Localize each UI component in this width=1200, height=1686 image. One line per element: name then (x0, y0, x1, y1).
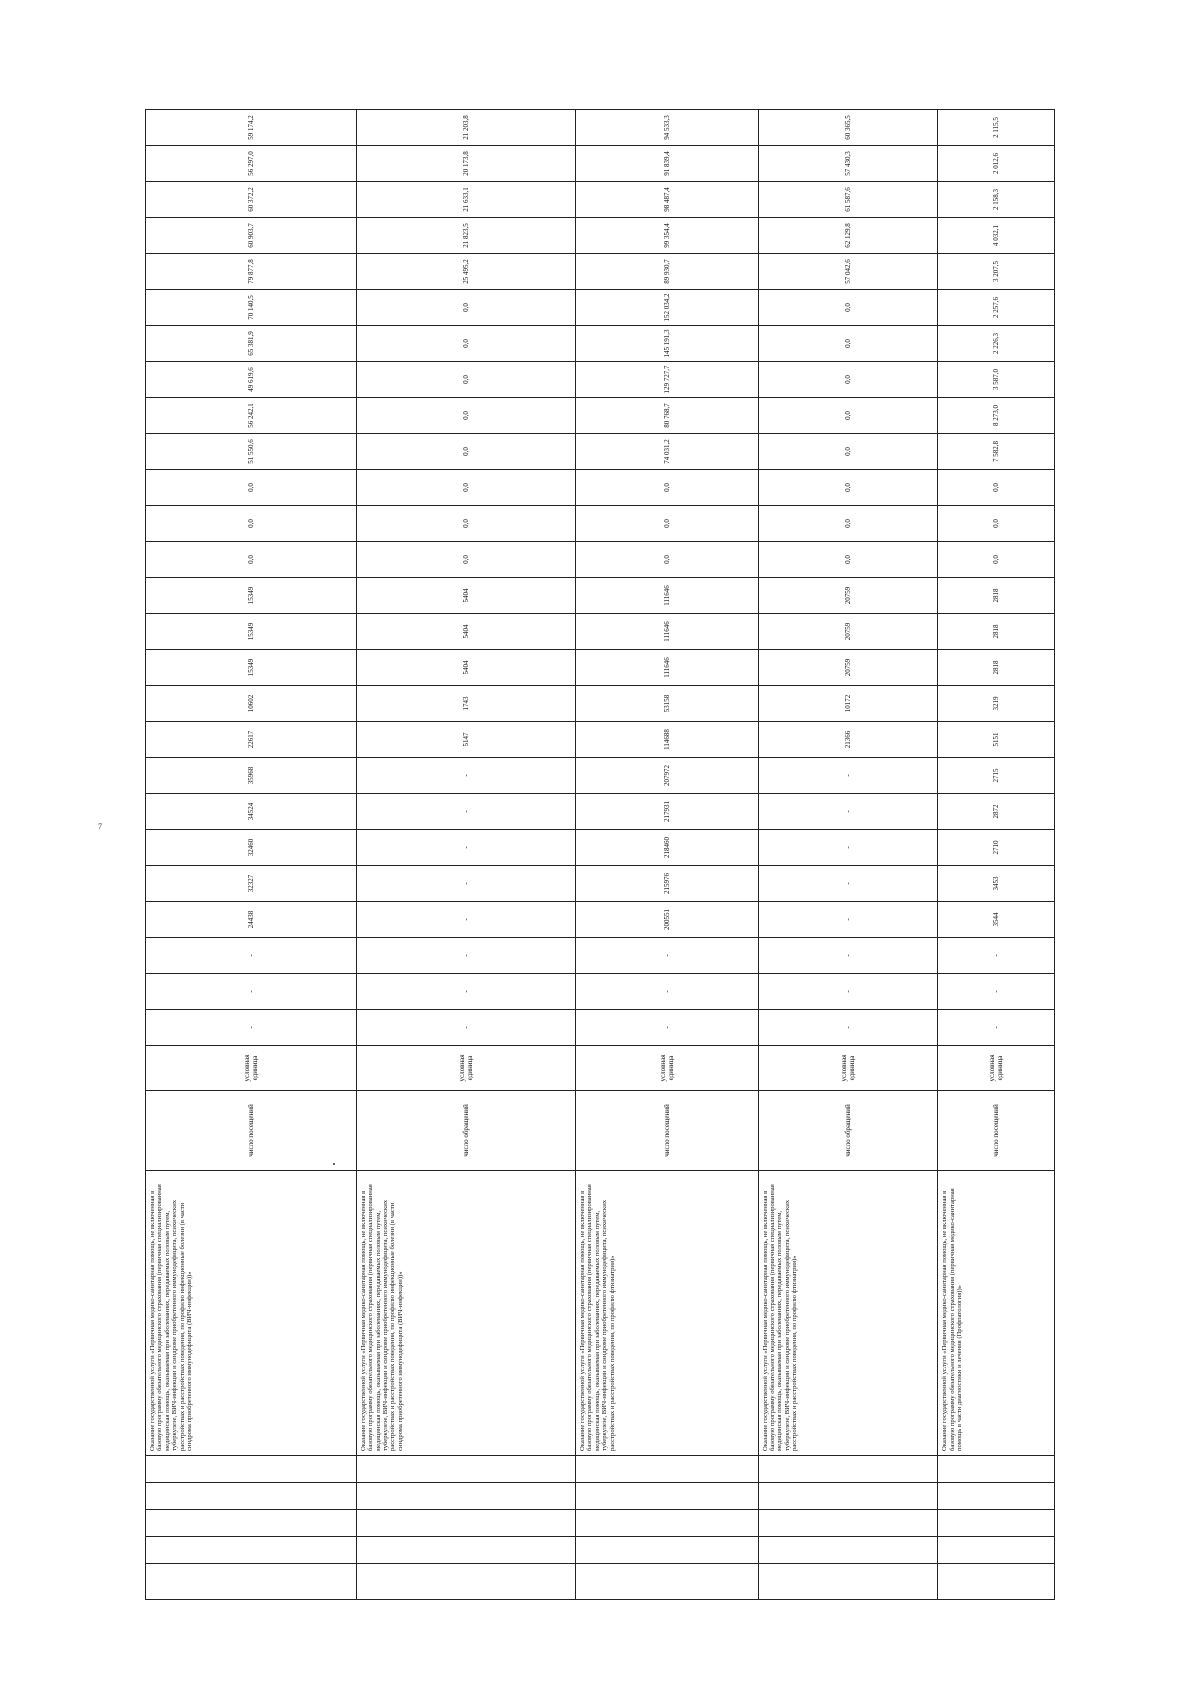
data-table (145, 109, 1055, 1600)
value-cell: - (356, 974, 575, 1010)
value-cell: 15349 (146, 578, 357, 614)
table-row (938, 110, 1055, 1600)
value-cell: 5404 (356, 578, 575, 614)
value-cell: 0,0 (938, 506, 1055, 542)
value-cell: 22617 (146, 722, 357, 758)
blank-cell (146, 1537, 357, 1564)
value-cell: - (146, 1010, 357, 1046)
value-cell: 5151 (938, 722, 1055, 758)
table-row (758, 110, 938, 1600)
unit-cell: условная единица (575, 1046, 758, 1091)
value-cell: 0,0 (575, 542, 758, 578)
value-cell: - (758, 938, 938, 974)
value-cell: - (938, 1010, 1055, 1046)
value-cell: - (575, 1010, 758, 1046)
value-cell: 49 619,6 (146, 362, 357, 398)
value-cell: 56 297,0 (146, 146, 357, 182)
value-cell: - (356, 758, 575, 794)
value-cell: - (758, 758, 938, 794)
blank-cell (938, 1510, 1055, 1537)
value-cell: 20759 (758, 614, 938, 650)
value-cell: 20759 (758, 650, 938, 686)
value-cell: 0,0 (758, 326, 938, 362)
value-cell: 79 877,8 (146, 254, 357, 290)
blank-cell (938, 1483, 1055, 1510)
value-cell: 0,0 (146, 470, 357, 506)
unit-cell: условная единица (758, 1046, 938, 1091)
value-cell: - (575, 974, 758, 1010)
value-cell: - (758, 902, 938, 938)
value-cell: - (146, 974, 357, 1010)
indicator-cell: число посещений (938, 1091, 1055, 1171)
value-cell: 0,0 (356, 398, 575, 434)
blank-cell (575, 1510, 758, 1537)
value-cell: 25 495,2 (356, 254, 575, 290)
value-cell: 4 032,1 (938, 218, 1055, 254)
value-cell: 218460 (575, 830, 758, 866)
value-cell: - (356, 830, 575, 866)
value-cell: 0,0 (575, 470, 758, 506)
table-body (146, 110, 1055, 1600)
service-description-cell: Оказание государственной услуги «Первичная медико-санитарная помощь, не включенная в базовую программу обязательного медицинского страхования (первичная медико-санитарная помощь в части диагностики и лечения (Профпатология))» (938, 1171, 1055, 1456)
blank-cell (938, 1456, 1055, 1483)
value-cell: 2 257,6 (938, 290, 1055, 326)
value-cell: 2818 (938, 578, 1055, 614)
value-cell: 57 042,6 (758, 254, 938, 290)
indicator-cell: число посещений (146, 1091, 357, 1171)
value-cell: 0,0 (758, 506, 938, 542)
value-cell: 152 034,2 (575, 290, 758, 326)
value-cell: 2710 (938, 830, 1055, 866)
value-cell: 91 839,4 (575, 146, 758, 182)
value-cell: 3544 (938, 902, 1055, 938)
value-cell: - (938, 938, 1055, 974)
value-cell: 0,0 (356, 506, 575, 542)
value-cell: 0,0 (758, 362, 938, 398)
value-cell: 0,0 (938, 470, 1055, 506)
value-cell: 32460 (146, 830, 357, 866)
blank-cell (758, 1510, 938, 1537)
value-cell: 59 174,2 (146, 110, 357, 146)
value-cell: 20759 (758, 578, 938, 614)
value-cell: 0,0 (356, 326, 575, 362)
value-cell: 217931 (575, 794, 758, 830)
indicator-cell: число посещений (575, 1091, 758, 1171)
value-cell: 32327 (146, 866, 357, 902)
value-cell: - (938, 974, 1055, 1010)
blank-cell (356, 1456, 575, 1483)
value-cell: 145 191,3 (575, 326, 758, 362)
value-cell: 80 768,7 (575, 398, 758, 434)
value-cell: 0,0 (146, 542, 357, 578)
value-cell: 129 727,7 (575, 362, 758, 398)
rotated-table-container (145, 115, 1055, 1600)
value-cell: 2 012,6 (938, 146, 1055, 182)
value-cell: - (758, 794, 938, 830)
value-cell: 5404 (356, 650, 575, 686)
value-cell: 1743 (356, 686, 575, 722)
value-cell: 94 533,3 (575, 110, 758, 146)
table-row (575, 110, 758, 1600)
value-cell: 24438 (146, 902, 357, 938)
value-cell: 114688 (575, 722, 758, 758)
value-cell: 3453 (938, 866, 1055, 902)
blank-cell (146, 1456, 357, 1483)
value-cell: - (758, 1010, 938, 1046)
value-cell: 61 587,6 (758, 182, 938, 218)
value-cell: 5404 (356, 614, 575, 650)
value-cell: 2872 (938, 794, 1055, 830)
unit-cell: условная единица (938, 1046, 1055, 1091)
value-cell: 3 207,5 (938, 254, 1055, 290)
value-cell: 2818 (938, 650, 1055, 686)
value-cell: 56 242,1 (146, 398, 357, 434)
table-row (356, 110, 575, 1600)
value-cell: 60 372,2 (146, 182, 357, 218)
value-cell: - (575, 938, 758, 974)
indicator-cell: число обращений (758, 1091, 938, 1171)
value-cell: 62 129,8 (758, 218, 938, 254)
value-cell: 2 158,3 (938, 182, 1055, 218)
blank-cell (356, 1564, 575, 1600)
value-cell: 0,0 (938, 542, 1055, 578)
blank-cell (938, 1564, 1055, 1600)
value-cell: - (146, 938, 357, 974)
value-cell: 0,0 (758, 542, 938, 578)
value-cell: 8 273,0 (938, 398, 1055, 434)
value-cell: - (758, 830, 938, 866)
blank-cell (938, 1537, 1055, 1564)
value-cell: - (356, 866, 575, 902)
value-cell: - (758, 866, 938, 902)
value-cell: - (356, 1010, 575, 1046)
value-cell: 0,0 (356, 290, 575, 326)
value-cell: - (356, 794, 575, 830)
value-cell: 74 031,2 (575, 434, 758, 470)
value-cell: 5147 (356, 722, 575, 758)
value-cell: 111646 (575, 614, 758, 650)
value-cell: 2715 (938, 758, 1055, 794)
blank-cell (356, 1510, 575, 1537)
value-cell: - (356, 902, 575, 938)
value-cell: 215976 (575, 866, 758, 902)
blank-cell (758, 1537, 938, 1564)
value-cell: 10172 (758, 686, 938, 722)
blank-cell (758, 1564, 938, 1600)
value-cell: 21 633,1 (356, 182, 575, 218)
value-cell: 53158 (575, 686, 758, 722)
page-mark: 7 (98, 822, 102, 831)
value-cell: 60 365,5 (758, 110, 938, 146)
value-cell: 51 550,6 (146, 434, 357, 470)
blank-cell (758, 1456, 938, 1483)
value-cell: 2818 (938, 614, 1055, 650)
value-cell: 0,0 (758, 398, 938, 434)
value-cell: 10602 (146, 686, 357, 722)
value-cell: 0,0 (356, 542, 575, 578)
value-cell: 20 173,8 (356, 146, 575, 182)
value-cell: 57 430,3 (758, 146, 938, 182)
blank-cell (575, 1483, 758, 1510)
value-cell: 2 115,5 (938, 110, 1055, 146)
value-cell: 21366 (758, 722, 938, 758)
blank-cell (356, 1537, 575, 1564)
value-cell: - (356, 938, 575, 974)
value-cell: 15349 (146, 650, 357, 686)
value-cell: 207972 (575, 758, 758, 794)
value-cell: 3 587,0 (938, 362, 1055, 398)
value-cell: 15349 (146, 614, 357, 650)
service-description-cell: Оказание государственной услуги «Первичная медико-санитарная помощь, не включенная в базовую программу обязательного медицинского страхования (первичная специализированная медицинская помощь, оказываемая при заболеваниях, передаваемых половым путем, туберкулезе, ВИЧ-инфекции и синдроме приобретенного иммунодефицита, психических расстройствах и расстройствах поведения, по профилю инфекционные болезни (в части синдрома приобретенного иммунодефицита (ВИЧ-инфекции))» (146, 1171, 357, 1456)
value-cell: 0,0 (758, 470, 938, 506)
value-cell: 21 203,8 (356, 110, 575, 146)
value-cell: 21 823,5 (356, 218, 575, 254)
value-cell: 89 930,7 (575, 254, 758, 290)
value-cell: 0,0 (356, 470, 575, 506)
value-cell: 98 487,4 (575, 182, 758, 218)
service-description-cell: Оказание государственной услуги «Первичная медико-санитарная помощь, не включенная в базовую программу обязательного медицинского страхования (первичная специализированная медицинская помощь, оказываемая при заболеваниях, передаваемых половым путем, туберкулезе, ВИЧ-инфекции и синдроме приобретенного иммунодефицита, психических расстройствах и расстройствах поведения, по профилю фтизиатрия)» (758, 1171, 938, 1456)
blank-cell (146, 1483, 357, 1510)
value-cell: - (758, 974, 938, 1010)
value-cell: 35968 (146, 758, 357, 794)
value-cell: 70 140,5 (146, 290, 357, 326)
value-cell: 0,0 (146, 506, 357, 542)
value-cell: 0,0 (758, 434, 938, 470)
blank-cell (758, 1483, 938, 1510)
value-cell: 2 226,3 (938, 326, 1055, 362)
blank-cell (575, 1537, 758, 1564)
blank-cell (146, 1510, 357, 1537)
value-cell: 0,0 (356, 362, 575, 398)
value-cell: 34524 (146, 794, 357, 830)
unit-cell: условная единица (146, 1046, 357, 1091)
value-cell: 7 582,8 (938, 434, 1055, 470)
blank-cell (575, 1564, 758, 1600)
value-cell: 0,0 (575, 506, 758, 542)
blank-cell (356, 1483, 575, 1510)
table-row (146, 110, 357, 1600)
service-description-cell: Оказание государственной услуги «Первичная медико-санитарная помощь, не включенная в базовую программу обязательного медицинского страхования (первичная специализированная медицинская помощь, оказываемая при заболеваниях, передаваемых половым путем, туберкулезе, ВИЧ-инфекции и синдроме приобретенного иммунодефицита, психических расстройствах и расстройствах поведения, по профилю инфекционные болезни (в части синдрома приобретенного иммунодефицита (ВИЧ-инфекции))» (356, 1171, 575, 1456)
value-cell: 60 903,7 (146, 218, 357, 254)
blank-cell (575, 1456, 758, 1483)
indicator-cell: число обращений (356, 1091, 575, 1171)
value-cell: 0,0 (356, 434, 575, 470)
value-cell: 65 381,9 (146, 326, 357, 362)
value-cell: 3219 (938, 686, 1055, 722)
value-cell: 200551 (575, 902, 758, 938)
value-cell: 99 354,4 (575, 218, 758, 254)
value-cell: 0,0 (758, 290, 938, 326)
unit-cell: условная единица (356, 1046, 575, 1091)
value-cell: 111646 (575, 650, 758, 686)
service-description-cell: Оказание государственной услуги «Первичная медико-санитарная помощь, не включенная в базовую программу обязательного медицинского страхования (первичная специализированная медицинская помощь, оказываемая при заболеваниях, передаваемых половым путем, туберкулезе, ВИЧ-инфекции и синдроме приобретенного иммунодефицита, психических расстройствах и расстройствах поведения, по профилю фтизиатрия)» (575, 1171, 758, 1456)
value-cell: 111646 (575, 578, 758, 614)
blank-cell (146, 1564, 357, 1600)
